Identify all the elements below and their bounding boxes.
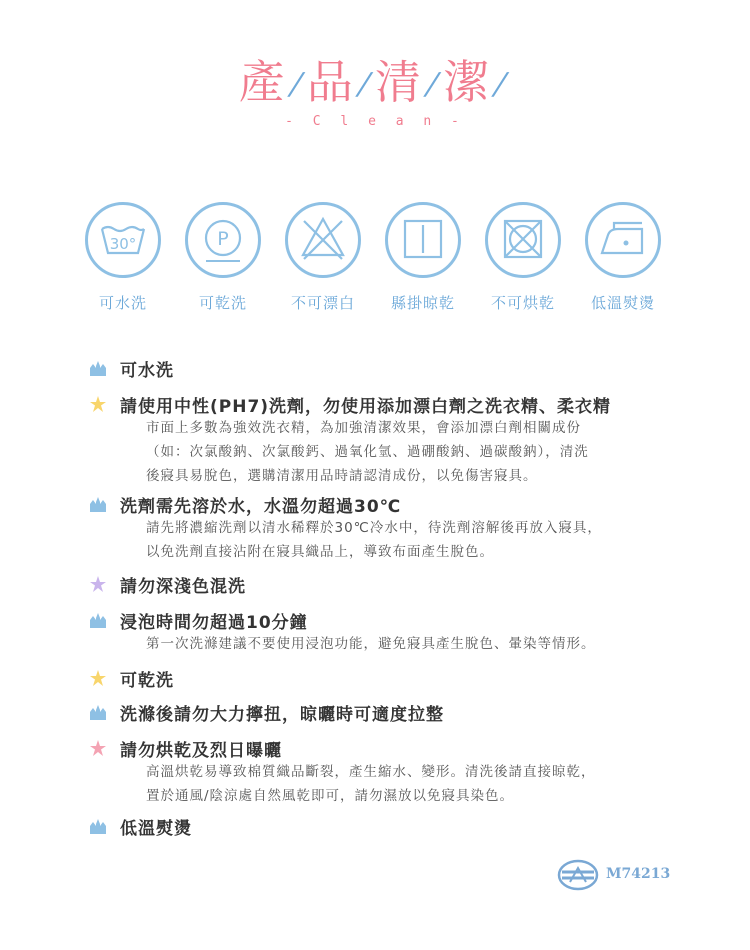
star-icon [88,394,108,414]
care-icon-iron [578,202,668,313]
instruction-heading: 請勿烘乾及烈日曝曬 [120,741,282,761]
instruction-heading: 可乾洗 [120,671,174,691]
care-icon-wash [78,202,168,313]
dry-clean-p-icon [188,205,258,275]
page-title [0,52,750,115]
instruction-line: 第一次洗滌建議不要使用浸泡功能，避免寢具產生脫色、暈染等情形。 [146,636,596,652]
instruction-heading: 洗劑需先溶於水，水溫勿超過30℃ [120,497,402,517]
certification-code: M74213 [606,866,671,882]
care-icon-dryclean [178,202,268,313]
title-slash: / [421,67,445,102]
wash-30-icon [88,205,158,275]
dry-clean-letter: P [217,228,229,250]
care-icons-row [86,202,676,322]
title-char: 清 [375,55,423,109]
care-icon-notumble [478,202,568,313]
instruction-heading: 洗滌後請勿大力擰扭，晾曬時可適度拉整 [120,705,444,725]
title-char: 潔 [443,55,492,109]
instruction-line: 置於通風/陰涼處自然風乾即可，請勿濕放以免寢具染色。 [146,788,515,804]
instruction-line: 以免洗劑直接沾附在寢具織品上，導致布面產生脫色。 [146,544,494,560]
care-icon-label: 不可漂白 [290,294,355,312]
instruction-line: 後寢具易脫色，選購清潔用品時請認清成份，以免傷害寢具。 [146,468,538,484]
instruction-heading: 請勿深淺色混洗 [120,577,246,597]
star-icon [88,574,108,594]
title-char: 品 [306,55,355,109]
iron-low-icon [588,205,658,275]
instruction-heading: 低溫熨燙 [120,819,192,839]
title-char: 產 [238,55,287,109]
page-subtitle: - C l e a n - [285,114,465,129]
instruction-heading: 浸泡時間勿超過10分鐘 [120,613,308,633]
care-icon-label: 低溫熨燙 [590,294,655,312]
certification-logo-icon [556,858,600,892]
star-icon [88,738,108,758]
care-icon-label: 可乾洗 [198,294,247,312]
care-icon-label: 不可烘乾 [490,294,555,312]
star-icon [88,668,108,688]
title-slash: / [285,67,309,102]
no-tumble-dry-icon [488,205,558,275]
certification-mark [556,858,676,892]
care-icon-nobleach [278,202,368,313]
castle-icon [88,610,108,630]
title-slash: / [353,67,377,102]
castle-icon [88,358,108,378]
instruction-line: 高溫烘乾易導致棉質織品斷裂，產生縮水、變形。清洗後請直接晾乾， [146,764,596,780]
instruction-line: 市面上多數為強效洗衣精，為加強清潔效果，會添加漂白劑相關成份 [146,420,581,436]
no-bleach-icon [288,205,358,275]
wash-temp-text: 30° [109,235,137,253]
care-icon-hangdry [378,202,468,313]
care-icon-label: 可水洗 [98,294,147,312]
title-slash: / [489,67,514,102]
castle-icon [88,494,108,514]
instruction-heading: 可水洗 [120,361,174,381]
instruction-line: 請先將濃縮洗劑以清水稀釋於30℃冷水中，待洗劑溶解後再放入寢具， [146,520,602,536]
instruction-line: （如：次氯酸鈉、次氯酸鈣、過氧化氫、過硼酸鈉、過碳酸鈉），清洗 [146,444,589,460]
hang-dry-icon [388,205,458,275]
castle-icon [88,702,108,722]
instruction-heading: 請使用中性(PH7)洗劑，勿使用添加漂白劑之洗衣精、柔衣精 [120,397,612,417]
care-icon-label: 縣掛晾乾 [390,294,455,312]
castle-icon [88,816,108,836]
